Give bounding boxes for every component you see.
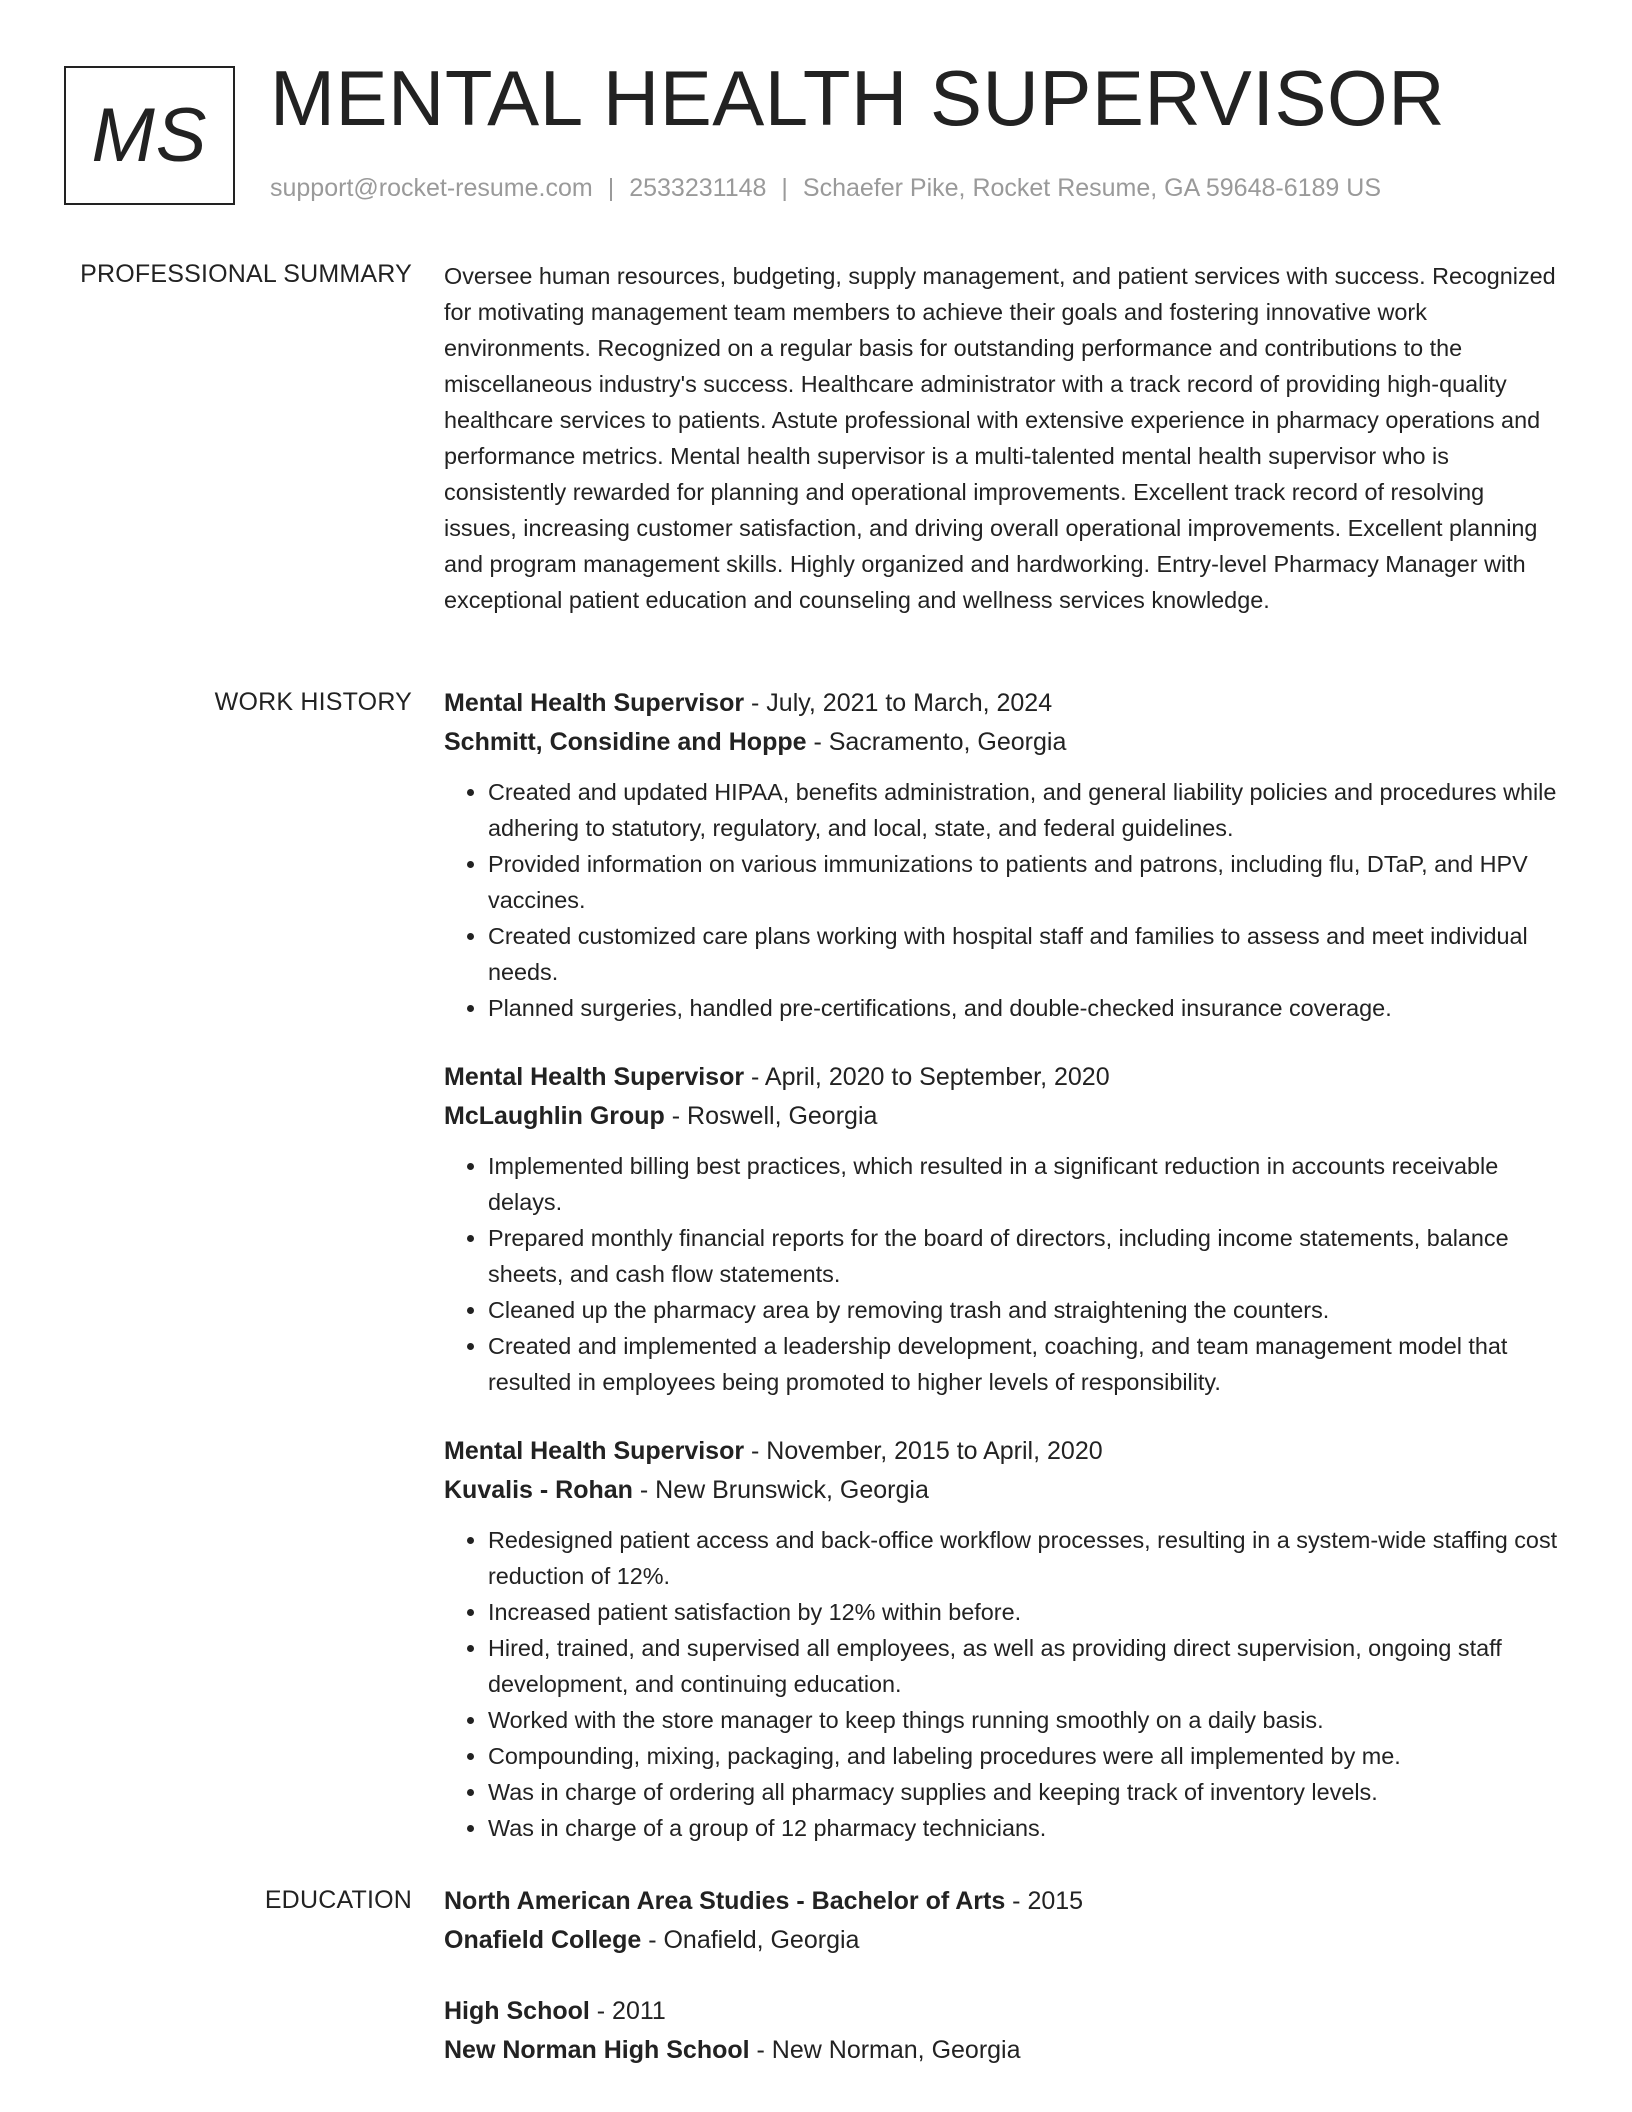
- job-location: - Sacramento, Georgia: [806, 728, 1067, 756]
- job-bullet: • Created customized care plans working with hospital staff and families to assess and meet individual needs.: [488, 918, 1559, 990]
- job-dates: - April, 2020 to September, 2020: [744, 1063, 1110, 1091]
- job-title-line: [444, 684, 1559, 723]
- education-school-line: [444, 2031, 1559, 2070]
- monogram-box: [64, 66, 235, 205]
- contact-separator: |: [607, 174, 615, 202]
- contact-phone: 2533231148: [629, 174, 767, 202]
- education-degree: High School: [444, 1997, 590, 2025]
- job-title: Mental Health Supervisor: [444, 1063, 745, 1091]
- contact-email: support@rocket-resume.com: [270, 174, 593, 202]
- education-location: - Onafield, Georgia: [641, 1926, 860, 1954]
- education-entry: [444, 1992, 1559, 2070]
- job-dates: - July, 2021 to March, 2024: [744, 689, 1053, 717]
- job-company: McLaughlin Group: [444, 1102, 665, 1130]
- job-title-line: [444, 1058, 1559, 1097]
- section-label-summary: PROFESSIONAL SUMMARY: [80, 260, 412, 288]
- job-bullet: • Worked with the store manager to keep things running smoothly on a daily basis.: [488, 1702, 1559, 1738]
- job-bullets: [444, 1148, 1559, 1400]
- job-dates: - November, 2015 to April, 2020: [744, 1437, 1103, 1465]
- education-entry: [444, 1882, 1559, 1960]
- education-location: - New Norman, Georgia: [749, 2036, 1021, 2064]
- education-school-line: [444, 1921, 1559, 1960]
- job-bullet: • Planned surgeries, handled pre-certifications, and double-checked insurance coverage.: [488, 990, 1559, 1026]
- section-label-work-history: WORK HISTORY: [214, 688, 412, 716]
- job-company-line: [444, 1097, 1559, 1136]
- job-location: - Roswell, Georgia: [664, 1102, 878, 1130]
- job-bullet: • Was in charge of ordering all pharmacy supplies and keeping track of inventory levels.: [488, 1774, 1559, 1810]
- job-location: - New Brunswick, Georgia: [632, 1476, 929, 1504]
- job-bullet: • Redesigned patient access and back-office workflow processes, resulting in a system-wide staffing cost reduction of 12%.: [488, 1522, 1559, 1594]
- summary-body: [444, 258, 1559, 618]
- education-degree-line: [444, 1882, 1559, 1921]
- job-bullet: • Was in charge of a group of 12 pharmacy technicians.: [488, 1810, 1559, 1846]
- job-bullets: [444, 1522, 1559, 1846]
- job-company: Kuvalis - Rohan: [444, 1476, 633, 1504]
- job-bullet: • Increased patient satisfaction by 12% within before.: [488, 1594, 1559, 1630]
- job-company-line: [444, 1471, 1559, 1510]
- job-entry: [444, 1058, 1559, 1400]
- job-bullets: [444, 774, 1559, 1026]
- contact-line: [270, 174, 1381, 203]
- job-company: Schmitt, Considine and Hoppe: [444, 728, 807, 756]
- job-bullet: • Created and updated HIPAA, benefits administration, and general liability policies and procedures while adhering to statutory, regulatory, and local, state, and federal guidelines.: [488, 774, 1559, 846]
- job-bullet: • Cleaned up the pharmacy area by removing trash and straightening the counters.: [488, 1292, 1559, 1328]
- monogram-initials: MS: [91, 93, 208, 178]
- education-school: New Norman High School: [444, 2036, 750, 2064]
- job-bullet: • Provided information on various immunizations to patients and patrons, including flu, DTaP, and HPV vaccines.: [488, 846, 1559, 918]
- education-degree: North American Area Studies - Bachelor of Arts: [444, 1887, 1006, 1915]
- section-label-education: EDUCATION: [264, 1886, 412, 1914]
- job-entry: [444, 684, 1559, 1026]
- contact-separator: |: [781, 174, 788, 202]
- education-degree-line: [444, 1992, 1559, 2031]
- education-year: - 2011: [589, 1997, 666, 2025]
- job-bullet: • Hired, trained, and supervised all employees, as well as providing direct supervision, ongoing staff development, and continuing education.: [488, 1630, 1559, 1702]
- job-company-line: [444, 723, 1559, 762]
- education-school: Onafield College: [444, 1926, 642, 1954]
- education-year: - 2015: [1005, 1887, 1084, 1915]
- job-bullet: • Implemented billing best practices, which resulted in a significant reduction in accounts receivable delays.: [488, 1148, 1559, 1220]
- job-bullet: • Created and implemented a leadership development, coaching, and team management model that resulted in employees being promoted to higher levels of responsibility.: [488, 1328, 1559, 1400]
- education-body: [444, 1882, 1559, 2102]
- job-entry: [444, 1432, 1559, 1846]
- job-bullet: • Compounding, mixing, packaging, and labeling procedures were all implemented by me.: [488, 1738, 1559, 1774]
- job-title: Mental Health Supervisor: [444, 689, 745, 717]
- summary-text: Oversee human resources, budgeting, supply management, and patient services with success. Recognized for motivating management team members to achieve their goals and fostering innovative work environments. Recognized on a regular basis for outstanding performance and contributions to the miscellaneous industry's success. Healthcare administrator with a track record of providing high-quality healthcare services to patients. Astute professional with extensive experience in pharmacy operations and performance metrics. Mental health supervisor is a multi-talented mental health supervisor who is consistently rewarded for planning and operational improvements. Excellent track record of resolving issues, increasing customer satisfaction, and driving overall operational improvements. Excellent planning and program management skills. Highly organized and hardworking. Entry-level Pharmacy Manager with exceptional patient education and counseling and wellness services knowledge.: [444, 263, 1556, 613]
- resume-name: MENTAL HEALTH SUPERVISOR: [270, 54, 1446, 142]
- work-history-body: [444, 684, 1559, 1878]
- job-title: Mental Health Supervisor: [444, 1437, 745, 1465]
- job-bullet: • Prepared monthly financial reports for the board of directors, including income statements, balance sheets, and cash flow statements.: [488, 1220, 1559, 1292]
- job-title-line: [444, 1432, 1559, 1471]
- contact-address: Schaefer Pike, Rocket Resume, GA 59648-6189 US: [802, 174, 1381, 202]
